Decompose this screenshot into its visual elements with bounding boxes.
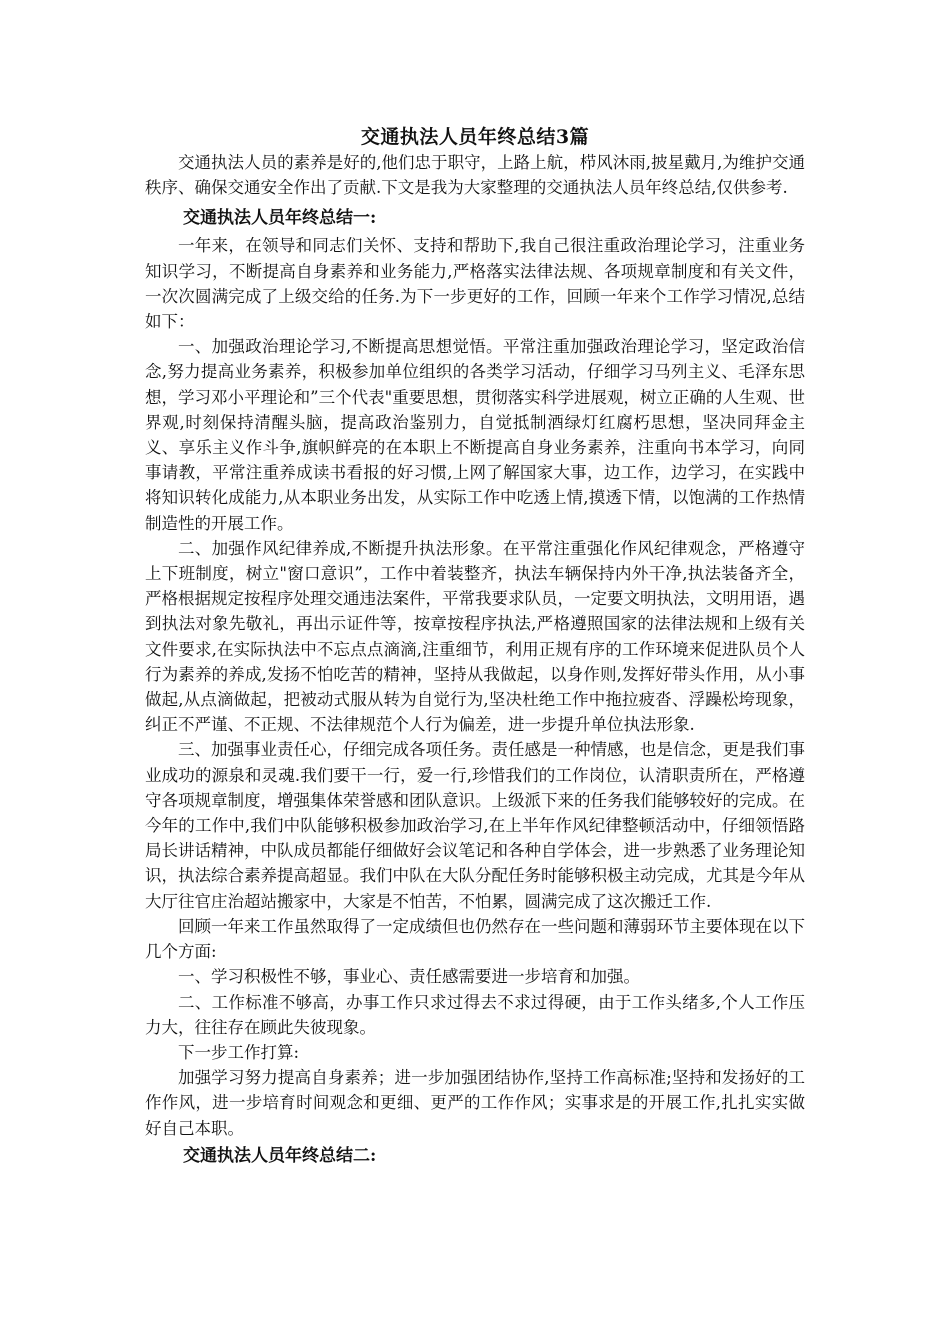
section1-paragraph: 回顾一年来工作虽然取得了一定成绩但也仍然存在一些问题和薄弱环节主要体现在以下几个方面: [145,916,805,962]
section-heading-1: 交通执法人员年终总结一: [183,208,377,229]
section1-paragraph: 一、学习积极性不够，事业心、责任感需要进一步培育和加强。 [178,967,640,987]
section1-paragraph: 二、工作标准不够高，办事工作只求过得去不求过得硬，由于工作头绪多,个人工作压力大，往往存在顾此失彼现象。 [145,992,805,1037]
document-title: 交通执法人员年终总结3篇 [360,126,590,148]
section1-paragraph: 下一步工作打算: [178,1042,300,1062]
section1-paragraph: 一年来，在领导和同志们关怀、支持和帮助下,我自己很注重政治理论学习，注重业务知识学习，不断提高自身素养和业务能力,严格落实法律法规、各项规章制度和有关文件，一次次圆满完成了上级交给的任务.为下一步更好的工作，回顾一年来个工作学习情况,总结如下： [145,236,805,332]
section-heading-2: 交通执法人员年终总结二: [183,1145,377,1166]
section1-paragraph: 加强学习努力提高自身素养；进一步加强团结协作,坚持工作高标准;坚持和发扬好的工作作风，进一步培育时间观念和更细、更严的工作作风；实事求是的开展工作,扎扎实实做好自己本职。 [145,1068,805,1138]
section1-paragraph: 一、加强政治理论学习,不断提高思想觉悟。平常注重加强政治理论学习，坚定政治信念,努力提高业务素养，积极参加单位组织的各类学习活动，仔细学习马列主义、毛泽东思想，学习邓小平理论和”三个代表"重要思想，贯彻落实科学进展观，树立正确的人生观、世界观,时刻保持清醒头脑，提高政治鉴别力，自觉抵制酒绿灯红腐朽思想，坚决同拜金主义、享乐主义作斗争,旗帜鲜亮的在本职上不断提高自身业务素养，注重向书本学习，向同事请教，平常注重养成读书看报的好习惯,上网了解国家大事，边工作，边学习，在实践中将知识转化成能力,从本职业务出发，从实际工作中吃透上情,摸透下情，以饱满的工作热情制造性的开展工作。 [145,337,805,533]
document-page [145,124,805,1171]
section1-paragraph: 二、加强作风纪律养成,不断提升执法形象。在平常注重强化作风纪律观念，严格遵守上下班制度，树立"窗口意识”，工作中着装整齐，执法车辆保持内外干净,执法装备齐全，严格根据规定按程序处理交通违法案件，平常我要求队员，一定要文明执法，文明用语，遇到执法对象先敬礼，再出示证件等，按章按程序执法,严格遵照国家的法律法规和上级有关文件要求,在实际执法中不忘点点滴滴,注重细节，利用正规有序的工作环境来促进队员个人行为素养的养成,发扬不怕吃苦的精神，坚持从我做起，以身作则,发挥好带头作用，从小事做起,从点滴做起，把被动式服从转为自觉行为,坚决杜绝工作中拖拉疲沓、浮躁松垮现象，纠正不严谨、不正规、不法律规范个人行为偏差，进一步提升单位执法形象. [145,538,805,735]
section1-paragraph: 三、加强事业责任心，仔细完成各项任务。责任感是一种情感，也是信念，更是我们事业成功的源泉和灵魂.我们要干一行，爱一行,珍惜我们的工作岗位，认清职责所在，严格遵守各项规章制度，增强集体荣誉感和团队意识。上级派下来的任务我们能够较好的完成。在今年的工作中,我们中队能够积极参加政治学习,在上半年作风纪律整顿活动中，仔细领悟路局长讲话精神，中队成员都能仔细做好会议笔记和各种自学体会，进一步熟悉了业务理论知识，执法综合素养提高超显。我们中队在大队分配任务时能够积极主动完成，尤其是今年从大厅往官庄治超站搬家中，大家是不怕苦，不怕累，圆满完成了这次搬迁工作. [145,740,805,911]
intro-paragraph: 交通执法人员的素养是好的,他们忠于职守，上路上航，栉风沐雨,披星戴月,为维护交通秩序、确保交通安全作出了贡献.下文是我为大家整理的交通执法人员年终总结,仅供参考. [145,153,805,198]
